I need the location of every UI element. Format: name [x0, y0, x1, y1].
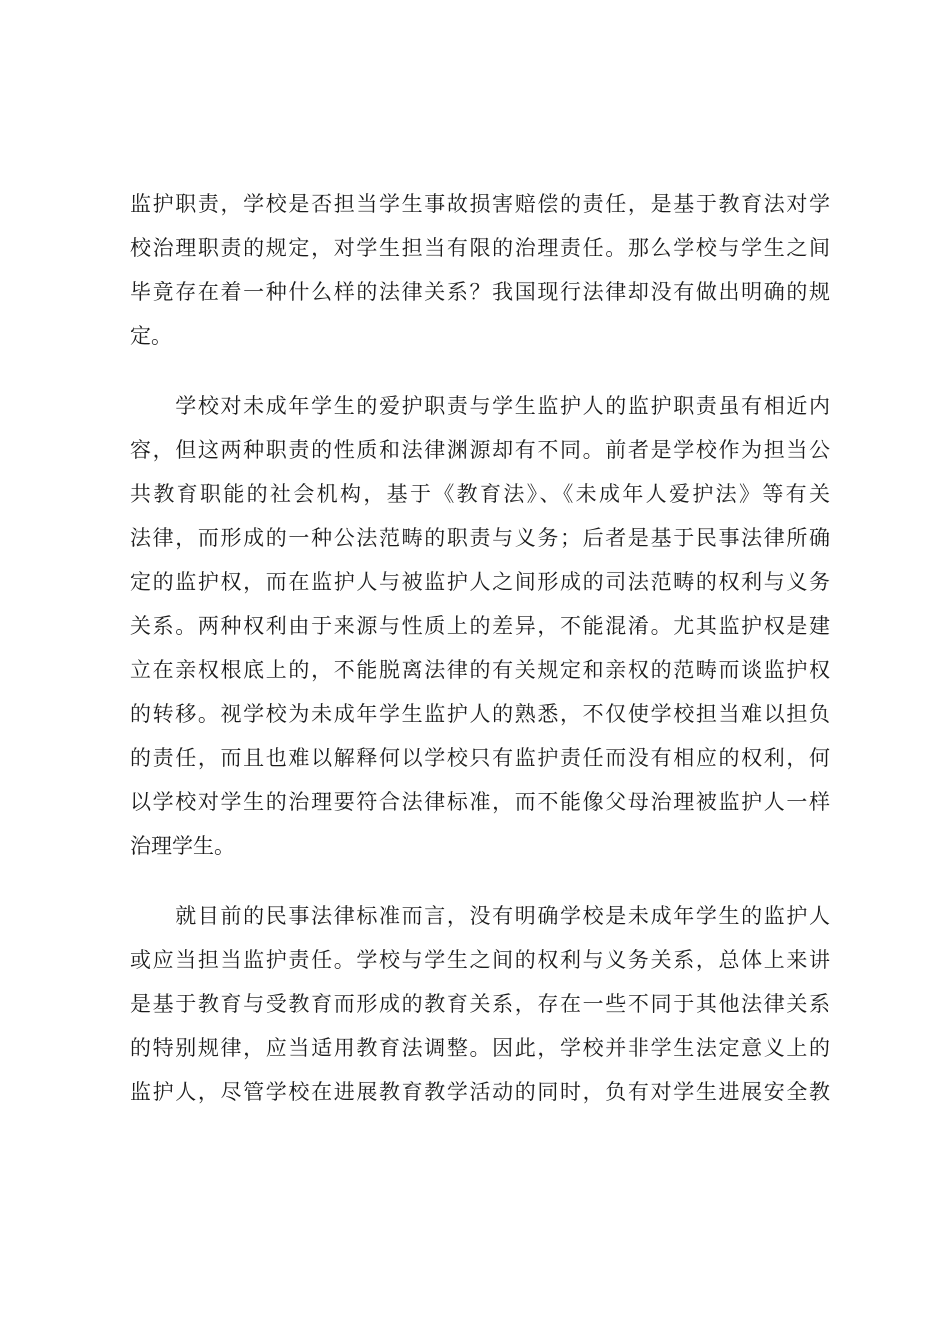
text-line: 的特别规律，应当适用教育法调整。因此，学校并非学生法定意义上的 — [130, 1036, 830, 1060]
text-line: 容，但这两种职责的性质和法律渊源却有不同。前者是学校作为担当公 — [130, 438, 830, 462]
text-line: 治理学生。 — [130, 834, 235, 858]
text-line: 立在亲权根底上的，不能脱离法律的有关规定和亲权的范畴而谈监护权 — [130, 658, 830, 682]
text-line: 定。 — [130, 324, 172, 348]
text-line: 法律，而形成的一种公法范畴的职责与义务；后者是基于民事法律所确 — [130, 526, 830, 550]
text-line: 学校对未成年学生的爱护职责与学生监护人的监护职责虽有相近内 — [130, 394, 830, 418]
text-line: 监护人，尽管学校在进展教育教学活动的同时，负有对学生进展安全教 — [130, 1080, 830, 1104]
text-line: 以学校对学生的治理要符合法律标准，而不能像父母治理被监护人一样 — [130, 790, 830, 814]
body-text — [130, 182, 830, 1114]
paragraph-3 — [130, 894, 830, 1114]
text-line: 的转移。视学校为未成年学生监护人的熟悉，不仅使学校担当难以担负 — [130, 702, 830, 726]
text-line: 毕竟存在着一种什么样的法律关系？我国现行法律却没有做出明确的规 — [130, 280, 830, 304]
paragraph-spacer — [130, 358, 830, 384]
text-line: 就目前的民事法律标准而言，没有明确学校是未成年学生的监护人 — [130, 904, 830, 928]
paragraph-1 — [130, 182, 830, 358]
text-line: 的责任，而且也难以解释何以学校只有监护责任而没有相应的权利，何 — [130, 746, 830, 770]
text-line: 监护职责，学校是否担当学生事故损害赔偿的责任，是基于教育法对学 — [130, 192, 830, 216]
text-line: 是基于教育与受教育而形成的教育关系，存在一些不同于其他法律关系 — [130, 992, 830, 1016]
paragraph-2 — [130, 384, 830, 868]
text-line: 关系。两种权利由于来源与性质上的差异，不能混淆。尤其监护权是建 — [130, 614, 830, 638]
text-line: 校治理职责的规定，对学生担当有限的治理责任。那么学校与学生之间 — [130, 236, 830, 260]
paragraph-spacer — [130, 868, 830, 894]
text-line: 共教育职能的社会机构，基于《教育法》、《未成年人爱护法》等有关 — [130, 482, 830, 506]
text-line: 定的监护权，而在监护人与被监护人之间形成的司法范畴的权利与义务 — [130, 570, 830, 594]
text-line: 或应当担当监护责任。学校与学生之间的权利与义务关系，总体上来讲 — [130, 948, 830, 972]
